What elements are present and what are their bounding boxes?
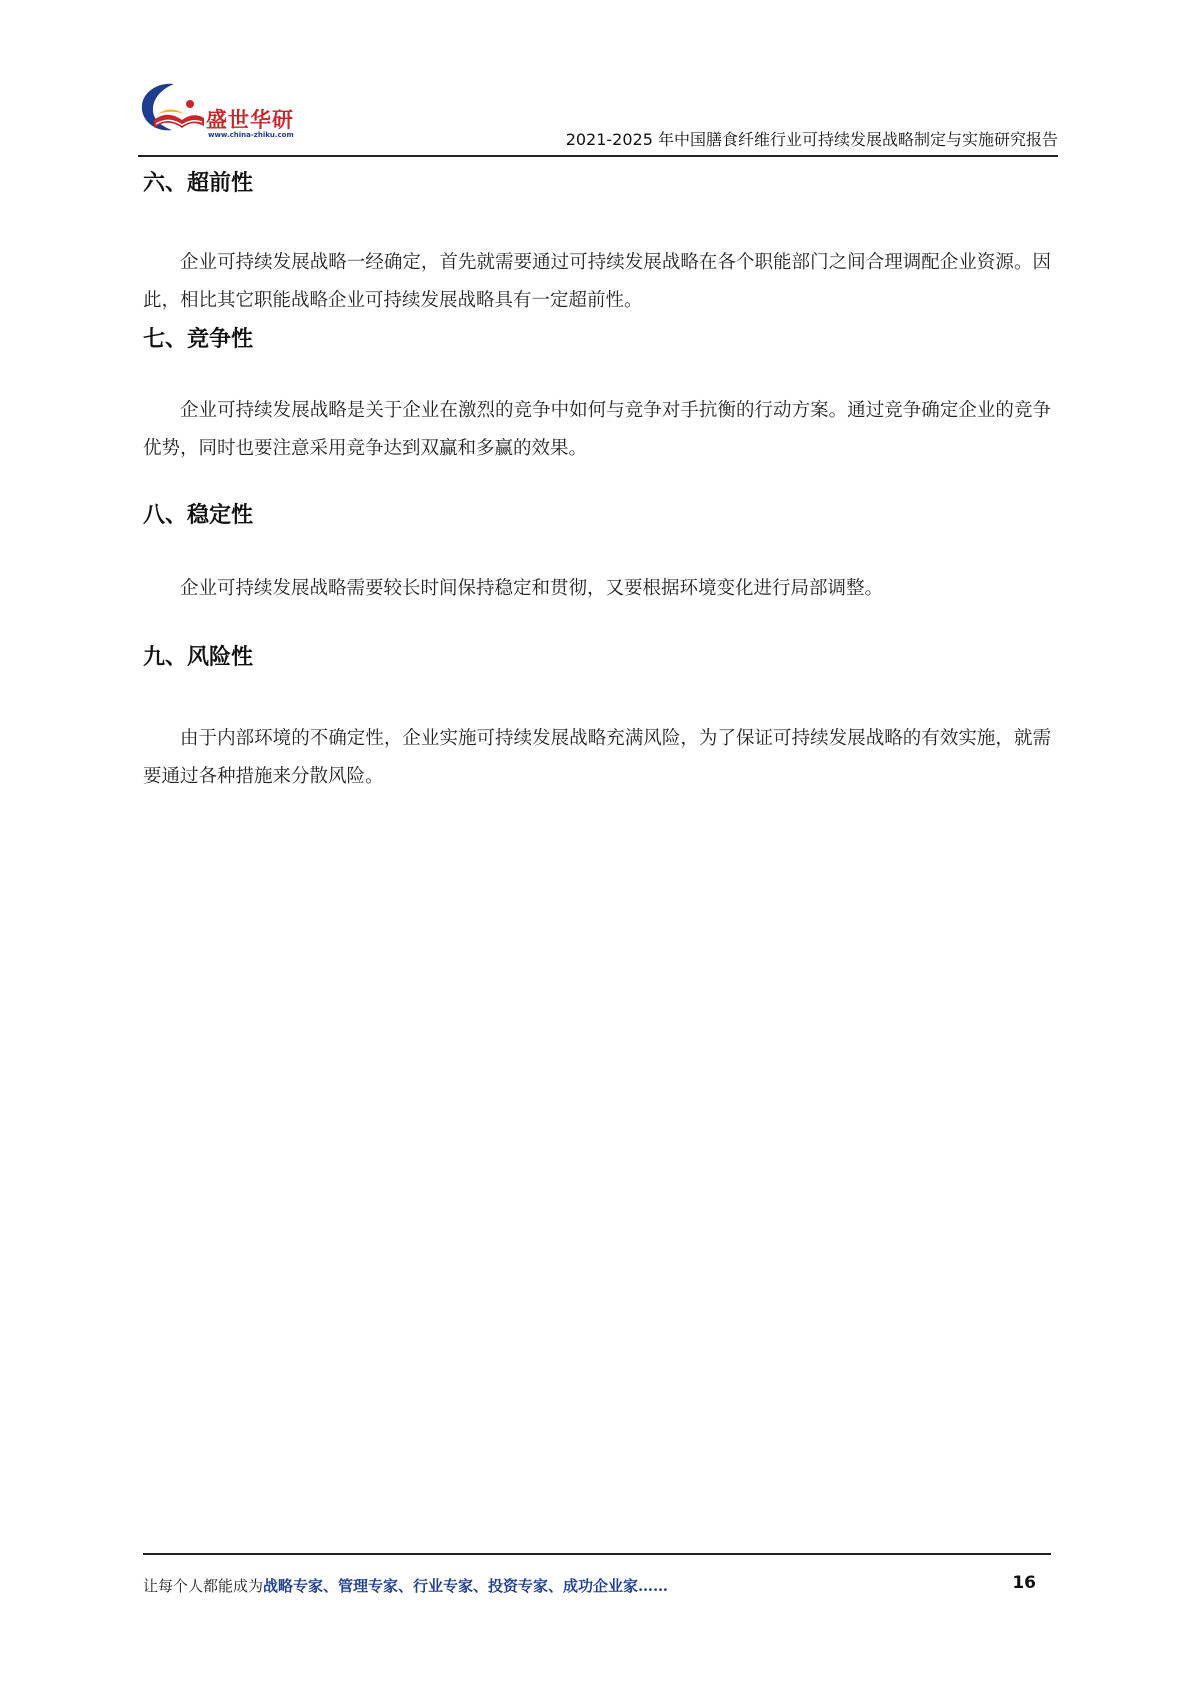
footer-slogan-highlight: 战略专家、管理专家、行业专家、投资专家、成功企业家…… bbox=[263, 1577, 669, 1595]
book-wave-logo-icon bbox=[138, 80, 208, 140]
section-paragraph-9: 由于内部环境的不确定性，企业实施可持续发展战略充满风险，为了保证可持续发展战略的有效实施，就需要通过各种措施来分散风险。 bbox=[143, 728, 1051, 787]
section-paragraph-6: 企业可持续发展战略一经确定，首先就需要通过可持续发展战略在各个职能部门之间合理调配企业资源。因此，相比其它职能战略企业可持续发展战略具有一定超前性。 bbox=[143, 252, 1051, 311]
company-logo bbox=[138, 80, 308, 150]
section-heading-8: 八、稳定性 bbox=[143, 503, 254, 528]
footer-slogan-prefix: 让每个人都能成为 bbox=[143, 1577, 264, 1595]
section-paragraph-8: 企业可持续发展战略需要较长时间保持稳定和贯彻，又要根据环境变化进行局部调整。 bbox=[180, 578, 884, 599]
section-paragraph-7: 企业可持续发展战略是关于企业在激烈的竞争中如何与竞争对手抗衡的行动方案。通过竞争确定企业的竞争优势，同时也要注意采用竞争达到双赢和多赢的效果。 bbox=[143, 400, 1051, 459]
section-heading-7: 七、竞争性 bbox=[143, 327, 254, 352]
section-heading-9: 九、风险性 bbox=[143, 645, 254, 670]
section-heading-6: 六、超前性 bbox=[143, 171, 254, 196]
report-title: 2021-2025 年中国膳食纤维行业可持续发展战略制定与实施研究报告 bbox=[565, 130, 1058, 149]
logo-name: 盛世华研 bbox=[206, 108, 294, 132]
footer-divider bbox=[143, 1553, 1051, 1555]
footer-slogan bbox=[143, 1575, 668, 1596]
header-divider bbox=[138, 155, 1058, 157]
page-number: 16 bbox=[1012, 1573, 1036, 1593]
logo-url: www.china-zhiku.com bbox=[208, 131, 294, 139]
page-header bbox=[138, 80, 1058, 158]
